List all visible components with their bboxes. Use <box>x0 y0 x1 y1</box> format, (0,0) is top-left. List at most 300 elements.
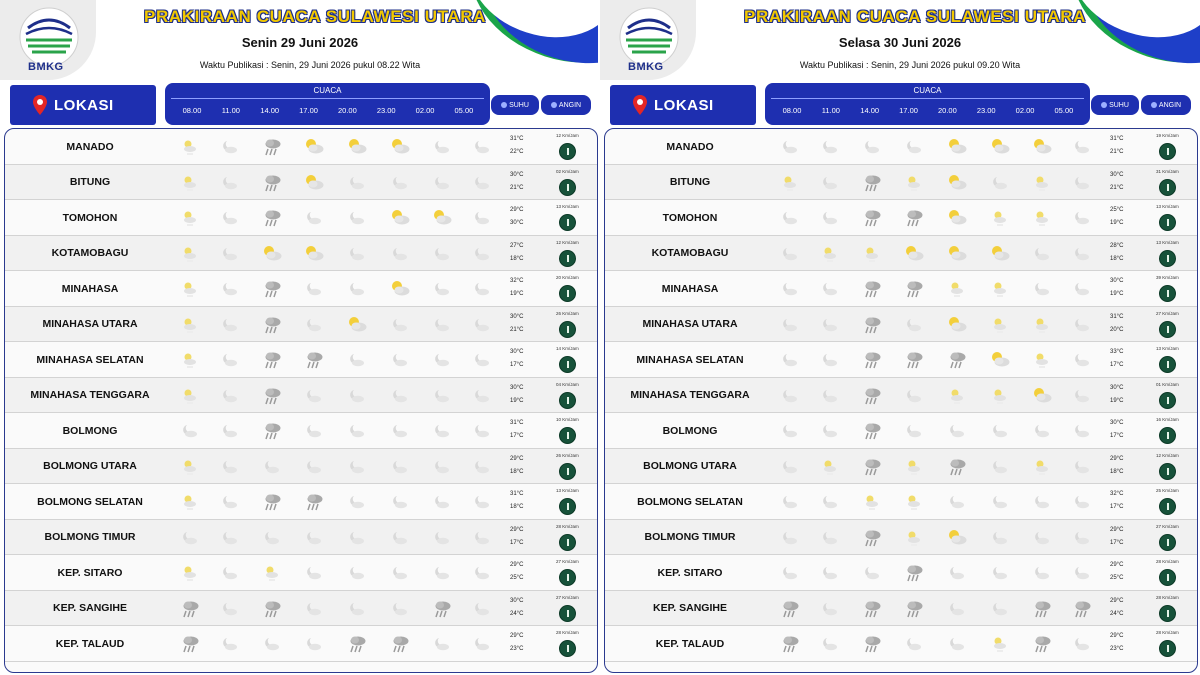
angin-header <box>541 95 591 115</box>
cloud-sun-icon <box>1031 136 1053 158</box>
wind-speed: 10 Km/Jam <box>556 417 579 422</box>
cloud-sun-icon <box>261 243 283 265</box>
temp-min: 22°C <box>510 149 524 155</box>
time-header: 14.00 <box>860 106 880 115</box>
forecast-table <box>604 128 1198 673</box>
moon-cloud-icon <box>471 491 493 513</box>
cuaca-label: CUACA <box>313 86 342 95</box>
moon-cloud-icon <box>779 314 801 336</box>
wind-speed: 27 Km/Jam <box>1156 523 1179 529</box>
time-header: 02.00 <box>1015 106 1035 115</box>
page-title: PRAKIRAAN CUACA SULAWESI UTARA <box>744 7 1086 26</box>
wind-direction-icon <box>559 534 576 551</box>
temp-min: 17°C <box>1110 539 1124 546</box>
wind-direction-icon <box>1159 250 1176 267</box>
wind-direction-icon <box>1159 534 1176 551</box>
moon-cloud-icon <box>819 491 841 513</box>
rain-icon <box>261 385 283 407</box>
table-row <box>5 591 598 627</box>
rain-icon <box>946 349 968 371</box>
moon-cloud-icon <box>819 172 841 194</box>
moon-cloud-icon <box>219 562 241 584</box>
sun-cloud-icon <box>261 562 283 584</box>
cloud-sun-icon <box>946 314 968 336</box>
wind-direction-icon <box>1159 285 1176 302</box>
cuaca-header <box>165 83 490 125</box>
moon-cloud-icon <box>346 491 368 513</box>
wind-speed: 01 Km/Jam <box>1156 381 1179 387</box>
moon-cloud-icon <box>431 172 453 194</box>
moon-cloud-icon <box>1071 562 1093 584</box>
temp-min: 30°C <box>510 220 524 226</box>
moon-cloud-icon <box>346 349 368 371</box>
wind-direction-icon <box>1159 498 1176 515</box>
temp-max: 29°C <box>510 562 524 568</box>
rain-icon <box>779 633 801 655</box>
location-pin-icon <box>632 94 648 116</box>
moon-cloud-icon <box>946 598 968 620</box>
thermometer-icon <box>501 102 507 108</box>
location-name: TOMOHON <box>662 211 718 224</box>
moon-cloud-icon <box>989 562 1011 584</box>
wind-speed: 12 Km/Jam <box>556 133 579 138</box>
wind-direction-icon <box>1159 392 1176 409</box>
cloud-sun-icon <box>389 278 411 300</box>
moon-cloud-icon <box>471 314 493 336</box>
rain-icon <box>303 349 325 371</box>
location-name: KEP. SANGIHE <box>53 602 127 615</box>
sun-cloud-icon <box>1031 456 1053 478</box>
moon-cloud-icon <box>219 207 241 229</box>
moon-cloud-icon <box>861 562 883 584</box>
moon-cloud-icon <box>989 491 1011 513</box>
wind-speed: 26 Km/Jam <box>556 452 579 458</box>
moon-cloud-icon <box>219 385 241 407</box>
location-name: BITUNG <box>69 176 111 189</box>
wind-direction-icon <box>1159 569 1176 586</box>
location-name: BOLMONG TIMUR <box>644 531 736 544</box>
rain-icon <box>261 491 283 513</box>
temp-max: 30°C <box>1110 420 1124 426</box>
moon-cloud-icon <box>303 527 325 549</box>
moon-cloud-icon <box>1071 172 1093 194</box>
suhu-header <box>491 95 539 115</box>
time-header: 23.00 <box>976 106 996 115</box>
temp-max: 31°C <box>1110 313 1124 320</box>
location-name: KOTAMOBAGU <box>651 247 729 260</box>
time-header: 05.00 <box>454 106 474 115</box>
rain-icon <box>946 456 968 478</box>
temp-max: 30°C <box>510 349 524 355</box>
sun-cloud-icon <box>179 491 201 513</box>
table-row <box>5 520 598 556</box>
sun-cloud-icon <box>819 456 841 478</box>
rain-icon <box>861 349 883 371</box>
moon-cloud-icon <box>219 314 241 336</box>
temp-min: 24°C <box>1110 610 1124 617</box>
moon-cloud-icon <box>471 527 493 549</box>
wind-speed: 39 Km/Jam <box>1156 275 1179 280</box>
table-row <box>5 236 598 272</box>
temp-min: 21°C <box>510 184 524 191</box>
cloud-sun-icon <box>946 243 968 265</box>
moon-cloud-icon <box>819 598 841 620</box>
table-row <box>605 165 1198 201</box>
wind-direction-icon <box>559 321 576 338</box>
moon-cloud-icon <box>779 136 801 158</box>
table-row <box>605 484 1198 520</box>
wind-direction-icon <box>559 285 576 302</box>
wind-speed: 27 Km/Jam <box>1156 310 1179 316</box>
temp-max: 30°C <box>510 597 524 604</box>
cloud-sun-icon <box>431 207 453 229</box>
moon-cloud-icon <box>219 598 241 620</box>
moon-cloud-icon <box>1031 420 1053 442</box>
wind-speed: 13 Km/Jam <box>1156 346 1179 351</box>
wind-direction-icon <box>559 427 576 444</box>
sun-cloud-icon <box>779 172 801 194</box>
location-name: BOLMONG SELATAN <box>37 495 143 508</box>
rain-icon <box>261 420 283 442</box>
table-row <box>5 200 598 236</box>
table-row <box>605 129 1198 165</box>
cuaca-label: CUACA <box>913 86 942 95</box>
moon-cloud-icon <box>346 243 368 265</box>
wind-speed: 28 Km/Jam <box>1156 630 1179 635</box>
moon-cloud-icon <box>1071 527 1093 549</box>
table-row <box>5 449 598 485</box>
table-row <box>5 307 598 343</box>
location-name: BOLMONG <box>662 424 718 437</box>
moon-cloud-icon <box>819 633 841 655</box>
moon-cloud-icon <box>389 527 411 549</box>
location-name: BOLMONG UTARA <box>643 460 737 473</box>
rain-icon <box>861 633 883 655</box>
moon-cloud-icon <box>389 598 411 620</box>
rain-icon <box>861 278 883 300</box>
rain-icon <box>861 456 883 478</box>
location-name: BITUNG <box>669 176 711 189</box>
table-row <box>605 271 1198 307</box>
time-header: 08.00 <box>782 106 802 115</box>
temp-max: 30°C <box>510 171 524 178</box>
sun-cloud-icon <box>179 562 201 584</box>
moon-cloud-icon <box>219 349 241 371</box>
temp-min: 19°C <box>510 291 524 297</box>
temp-max: 31°C <box>510 491 524 497</box>
moon-cloud-icon <box>471 562 493 584</box>
bmkg-logo-box <box>0 0 96 80</box>
wind-speed: 13 Km/Jam <box>556 204 579 209</box>
table-row <box>5 271 598 307</box>
moon-cloud-icon <box>1071 207 1093 229</box>
table-row <box>5 129 598 165</box>
temp-min: 25°C <box>510 575 524 581</box>
moon-cloud-icon <box>431 527 453 549</box>
moon-cloud-icon <box>779 207 801 229</box>
wind-direction-icon <box>559 498 576 515</box>
moon-cloud-icon <box>431 385 453 407</box>
angin-header <box>1141 95 1191 115</box>
moon-cloud-icon <box>303 207 325 229</box>
cloud-sun-icon <box>946 136 968 158</box>
moon-cloud-icon <box>946 562 968 584</box>
table-row <box>605 591 1198 627</box>
moon-cloud-icon <box>946 420 968 442</box>
cloud-sun-icon <box>903 243 925 265</box>
moon-cloud-icon <box>346 278 368 300</box>
rain-icon <box>389 633 411 655</box>
moon-cloud-icon <box>219 243 241 265</box>
location-name: MINAHASA TENGGARA <box>30 389 150 402</box>
moon-cloud-icon <box>779 562 801 584</box>
rain-icon <box>861 527 883 549</box>
time-header: 20.00 <box>337 106 357 115</box>
time-header: 17.00 <box>299 106 318 115</box>
table-row <box>605 200 1198 236</box>
rain-icon <box>179 598 201 620</box>
temp-max: 33°C <box>1110 349 1124 355</box>
rain-icon <box>261 314 283 336</box>
wind-direction-icon <box>559 392 576 409</box>
wind-direction-icon <box>1159 427 1176 444</box>
sun-cloud-icon <box>179 314 201 336</box>
rain-icon <box>261 278 283 300</box>
table-row <box>605 378 1198 414</box>
moon-cloud-icon <box>261 456 283 478</box>
moon-cloud-icon <box>471 207 493 229</box>
moon-cloud-icon <box>179 420 201 442</box>
moon-cloud-icon <box>219 633 241 655</box>
wind-speed: 12 Km/Jam <box>1156 452 1179 458</box>
time-headers <box>773 106 1083 115</box>
table-row <box>605 236 1198 272</box>
wind-speed: 20 Km/Jam <box>556 275 579 280</box>
rain-icon <box>1071 598 1093 620</box>
moon-cloud-icon <box>989 456 1011 478</box>
cloud-sun-icon <box>389 136 411 158</box>
rain-icon <box>861 420 883 442</box>
moon-cloud-icon <box>219 527 241 549</box>
moon-cloud-icon <box>1071 491 1093 513</box>
lokasi-label: LOKASI <box>54 96 114 114</box>
moon-cloud-icon <box>471 598 493 620</box>
wind-speed: 13 Km/Jam <box>1156 204 1179 209</box>
temp-min: 19°C <box>1110 220 1124 226</box>
moon-cloud-icon <box>1031 491 1053 513</box>
moon-cloud-icon <box>1031 562 1053 584</box>
sun-cloud-icon <box>861 243 883 265</box>
moon-cloud-icon <box>471 633 493 655</box>
moon-cloud-icon <box>779 278 801 300</box>
table-row <box>605 449 1198 485</box>
wind-direction-icon <box>1159 605 1176 622</box>
table-row <box>605 555 1198 591</box>
forecast-date: Selasa 30 Juni 2026 <box>838 35 962 50</box>
temp-min: 23°C <box>510 646 524 652</box>
wind-speed: 19 Km/Jam <box>1156 133 1179 138</box>
moon-cloud-icon <box>219 491 241 513</box>
temp-max: 31°C <box>510 420 524 426</box>
publish-time: Waktu Publikasi : Senin, 29 Juni 2026 pukul 09.20 Wita <box>799 60 1021 70</box>
temp-max: 29°C <box>1110 597 1124 604</box>
sun-cloud-icon <box>903 527 925 549</box>
moon-cloud-icon <box>303 278 325 300</box>
forecast-table <box>4 128 598 673</box>
cloud-sun-icon <box>346 136 368 158</box>
temp-min: 19°C <box>1110 397 1124 404</box>
temp-max: 29°C <box>510 207 524 213</box>
wind-speed: 25 Km/Jam <box>1156 488 1179 493</box>
moon-cloud-icon <box>471 243 493 265</box>
temp-max: 31°C <box>1110 136 1124 142</box>
moon-cloud-icon <box>431 314 453 336</box>
bmkg-logo-box <box>600 0 696 80</box>
moon-cloud-icon <box>779 349 801 371</box>
wind-speed: 28 Km/Jam <box>1156 559 1179 564</box>
moon-cloud-icon <box>389 456 411 478</box>
moon-cloud-icon <box>903 136 925 158</box>
moon-cloud-icon <box>261 633 283 655</box>
cloud-sun-icon <box>989 349 1011 371</box>
moon-cloud-icon <box>431 420 453 442</box>
publish-time: Waktu Publikasi : Senin, 29 Juni 2026 pukul 08.22 Wita <box>199 60 421 70</box>
moon-cloud-icon <box>346 172 368 194</box>
rain-icon <box>903 278 925 300</box>
moon-cloud-icon <box>819 420 841 442</box>
location-name: KOTAMOBAGU <box>51 247 129 260</box>
divider <box>171 98 484 99</box>
table-row <box>605 626 1198 662</box>
wind-icon <box>1151 102 1157 108</box>
moon-cloud-icon <box>346 385 368 407</box>
moon-cloud-icon <box>819 278 841 300</box>
table-row <box>5 342 598 378</box>
moon-cloud-icon <box>303 420 325 442</box>
moon-cloud-icon <box>219 420 241 442</box>
sun-cloud-icon <box>819 243 841 265</box>
suhu-label: SUHU <box>509 101 529 109</box>
temp-max: 31°C <box>510 136 524 142</box>
time-header: 17.00 <box>899 106 918 115</box>
wind-icon <box>551 102 557 108</box>
sun-cloud-icon <box>903 491 925 513</box>
bmkg-logo-icon <box>18 6 80 68</box>
moon-cloud-icon <box>1071 136 1093 158</box>
moon-cloud-icon <box>1071 278 1093 300</box>
moon-cloud-icon <box>1071 633 1093 655</box>
temp-min: 21°C <box>510 326 524 333</box>
rain-icon <box>303 491 325 513</box>
moon-cloud-icon <box>303 598 325 620</box>
cloud-sun-icon <box>303 172 325 194</box>
moon-cloud-icon <box>819 349 841 371</box>
wind-direction-icon <box>559 179 576 196</box>
moon-cloud-icon <box>471 136 493 158</box>
time-header: 02.00 <box>415 106 435 115</box>
sun-cloud-icon <box>903 456 925 478</box>
rain-icon <box>179 633 201 655</box>
wind-direction-icon <box>1159 463 1176 480</box>
moon-cloud-icon <box>779 385 801 407</box>
moon-cloud-icon <box>346 207 368 229</box>
temp-max: 28°C <box>1110 242 1124 249</box>
sun-cloud-icon <box>179 136 201 158</box>
wind-direction-icon <box>1159 640 1176 657</box>
sun-cloud-icon <box>989 314 1011 336</box>
moon-cloud-icon <box>346 562 368 584</box>
location-pin-icon <box>32 94 48 116</box>
location-name: BOLMONG UTARA <box>43 460 137 473</box>
suhu-header <box>1091 95 1139 115</box>
temp-min: 18°C <box>1110 468 1124 475</box>
wind-direction-icon <box>1159 321 1176 338</box>
sun-cloud-icon <box>989 278 1011 300</box>
bmkg-logo-icon <box>618 6 680 68</box>
temp-max: 29°C <box>1110 455 1124 462</box>
wind-speed: 27 Km/Jam <box>556 594 579 600</box>
forecast-date: Senin 29 Juni 2026 <box>241 35 359 50</box>
rain-icon <box>903 598 925 620</box>
divider <box>771 98 1084 99</box>
moon-cloud-icon <box>989 598 1011 620</box>
suhu-label: SUHU <box>1109 101 1129 109</box>
temp-min: 17°C <box>510 539 524 546</box>
moon-cloud-icon <box>346 598 368 620</box>
wind-direction-icon <box>559 463 576 480</box>
cloud-sun-icon <box>989 136 1011 158</box>
temp-min: 17°C <box>1110 433 1124 439</box>
time-header: 23.00 <box>376 106 396 115</box>
moon-cloud-icon <box>903 314 925 336</box>
temp-min: 21°C <box>1110 184 1124 191</box>
moon-cloud-icon <box>1031 278 1053 300</box>
moon-cloud-icon <box>819 136 841 158</box>
sun-cloud-icon <box>179 207 201 229</box>
moon-cloud-icon <box>819 562 841 584</box>
rain-icon <box>261 598 283 620</box>
wind-direction-icon <box>559 143 576 160</box>
cloud-sun-icon <box>946 207 968 229</box>
moon-cloud-icon <box>946 633 968 655</box>
rain-icon <box>779 598 801 620</box>
temp-max: 29°C <box>510 633 524 639</box>
moon-cloud-icon <box>1031 527 1053 549</box>
moon-cloud-icon <box>219 456 241 478</box>
rain-icon <box>346 633 368 655</box>
location-name: MINAHASA SELATAN <box>36 353 144 366</box>
moon-cloud-icon <box>431 243 453 265</box>
location-name: BOLMONG TIMUR <box>44 531 136 544</box>
table-row <box>5 413 598 449</box>
time-header: 05.00 <box>1054 106 1074 115</box>
temp-min: 17°C <box>1110 362 1124 368</box>
rain-icon <box>861 385 883 407</box>
table-row <box>5 484 598 520</box>
lokasi-header <box>610 85 756 125</box>
lokasi-header <box>10 85 156 125</box>
rain-icon <box>1031 633 1053 655</box>
sun-cloud-icon <box>179 278 201 300</box>
moon-cloud-icon <box>1071 314 1093 336</box>
temp-max: 30°C <box>1110 384 1124 391</box>
page-title: PRAKIRAAN CUACA SULAWESI UTARA <box>144 7 486 26</box>
sun-cloud-icon <box>179 243 201 265</box>
temp-max: 25°C <box>1110 207 1124 213</box>
sun-cloud-icon <box>179 385 201 407</box>
moon-cloud-icon <box>303 456 325 478</box>
moon-cloud-icon <box>989 420 1011 442</box>
